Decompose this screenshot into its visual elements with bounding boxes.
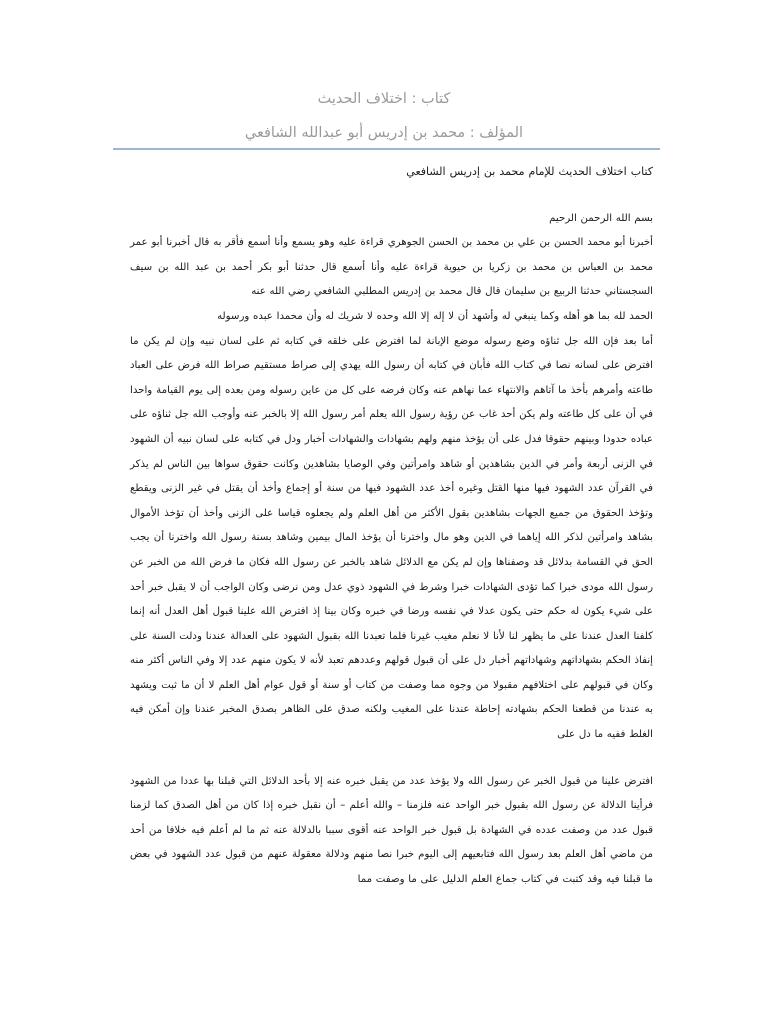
main-paragraph: أما بعد فإن الله جل ثناؤه وضع رسوله موضع الإبانة لما افترض على خلقه في كتابه ثم على لسان نبيه وإن لم يكن ما افترض على لسانه نصا في كتاب الله فأبان في كتابه أن رسول الله يهدي إلى صراط مستقيم صراط الله فرض على العباد طاعته وأمرهم بأخذ ما آتاهم والانتهاء عما نهاهم عنه وكان فرضه على كل من عاين رسوله ومن بعده إلى يوم القيامة واحدا في أن على كل طاعته ولم يكن أحد غاب عن رؤية رسول الله يعلم أمر رسول الله إلا بالخبر عنه وأوجب الله جل ثناؤه على عباده حدودا وبينهم حقوقا فدل على أن يؤخذ منهم ولهم بشهادات والشهادات أخبار ودل في كتابه على لسان نبيه أن الشهود في الزنى أربعة وأمر في الدين بشاهدين أو شاهد وامرأتين وفي الوصايا بشاهدين وكانت حقوق سواها بين الناس لم يذكر في القرآن عدد الشهود فيها منها القتل وغيره أخذ عدد الشهود فيها من سنة أو إجماع وأخذ أن يقتل في غير الزنى ويقطع وتؤخذ الحقوق من جميع الجهات بشاهدين بقول الأكثر من أهل العلم ولم يجعلوه قياسا على الزنى وأخذ أن تؤخذ الأموال بشاهد وامرأتين لذكر الله إياهما في الدين وهو مال واخترنا أن يؤخذ المال بيمين وشاهد بسنة رسول الله واخترنا أن يجب الحق في القسامة بدلائل قد وصفناها وإن لم يكن مع الدلائل شاهد بالخبر عن رسول الله فكان ما فرض الله من الخبر عن رسول الله مودى خبرا كما تؤدى الشهادات خبرا وشرط في الشهود ذوي عدل ومن نرضى وكان الواجب أن لا يقبل خبر أحد على شيء يكون له حكم حتى يكون عدلا في نفسه ورضا في خبره وكان بينا إذ افترض الله علينا قبول أهل العدل أنه إنما كلفنا العدل عندنا على ما يظهر لنا لأنا لا نعلم مغيب غيرنا فلما تعبدنا الله بقبول الشهود على العدالة عندنا ودلت السنة على إنفاذ الحكم بشهاداتهم وشهاداتهم أخبار دل على أن قبول قولهم وعددهم تعبد لأنه لا يكون منهم عدد إلا وفي الناس أكثر منه وكان في قبولهم على اختلافهم مقبولا من وجوه مما وصفت من كتاب أو سنة أو قول عوام أهل العلم لا أن ما ثبت ويشهد به عندنا من قطعنا الحكم بشهادته إحاطة عندنا على المغيب ولكنه صدق على الظاهر بصدق المخبر عندنا وإن أمكن فيه الغلط ففيه ما دل على bbox=[130, 335, 653, 741]
book-title: كتاب : اختلاف الحديث bbox=[317, 91, 451, 107]
continuation-paragraph: افترض علينا من قبول الخبر عن رسول الله ولا يؤخذ عدد من يقبل خبره عنه إلا بأحد الدلائل التي قبلنا بها عددا من الشهود فرأينا الدلالة عن رسول الله بقبول خبر الواحد عنه فلزمنا – والله أعلم – أن نقبل خبره إذا كان من أهل الصدق كما لزمنا قبول عدد من وصفت عدده في الشهادة بل قبول خبر الواحد عنه أقوى سببا بالدلالة عنه ثم ما لم أعلم فيه خلافا من أحد من ماضي أهل العلم بعد رسول الله فتابعيهم إلى اليوم خبرا نصا منهم ودلالة معقولة عنهم من قبول عدد الشهود في بعض ما قبلنا فيه وقد كتبت في كتاب جماع العلم الدليل على ما وصفت مما bbox=[130, 775, 653, 886]
header-divider bbox=[113, 148, 660, 150]
author-line: المؤلف : محمد بن إدريس أبو عبدالله الشافعي bbox=[244, 125, 524, 141]
page-header bbox=[0, 88, 768, 144]
document-body bbox=[130, 160, 653, 893]
isnad-paragraph: أخبرنا أبو محمد الحسن بن علي بن محمد بن الحسن الجوهري قراءة عليه وهو يسمع وأنا أسمع فأقر به قال أخبرنا أبو عمر محمد بن العباس بن محمد بن زكريا بن حيوية قراءة عليه وأنا أسمع قال حدثنا أبو بكر أحمد بن عبد الله بن سيف السجستاني حدثنا الربيع بن سليمان قال قال محمد بن إدريس المطلبي الشافعي رضي الله عنه bbox=[130, 237, 653, 298]
document-heading: كتاب اختلاف الحديث للإمام محمد بن إدريس الشافعي bbox=[406, 165, 653, 178]
praise-paragraph: الحمد لله بما هو أهله وكما ينبغي له وأشهد أن لا إله إلا الله وحده لا شريك له وأن محمدا عبده ورسوله bbox=[217, 310, 653, 322]
basmala: بسم الله الرحمن الرحيم bbox=[549, 212, 653, 224]
